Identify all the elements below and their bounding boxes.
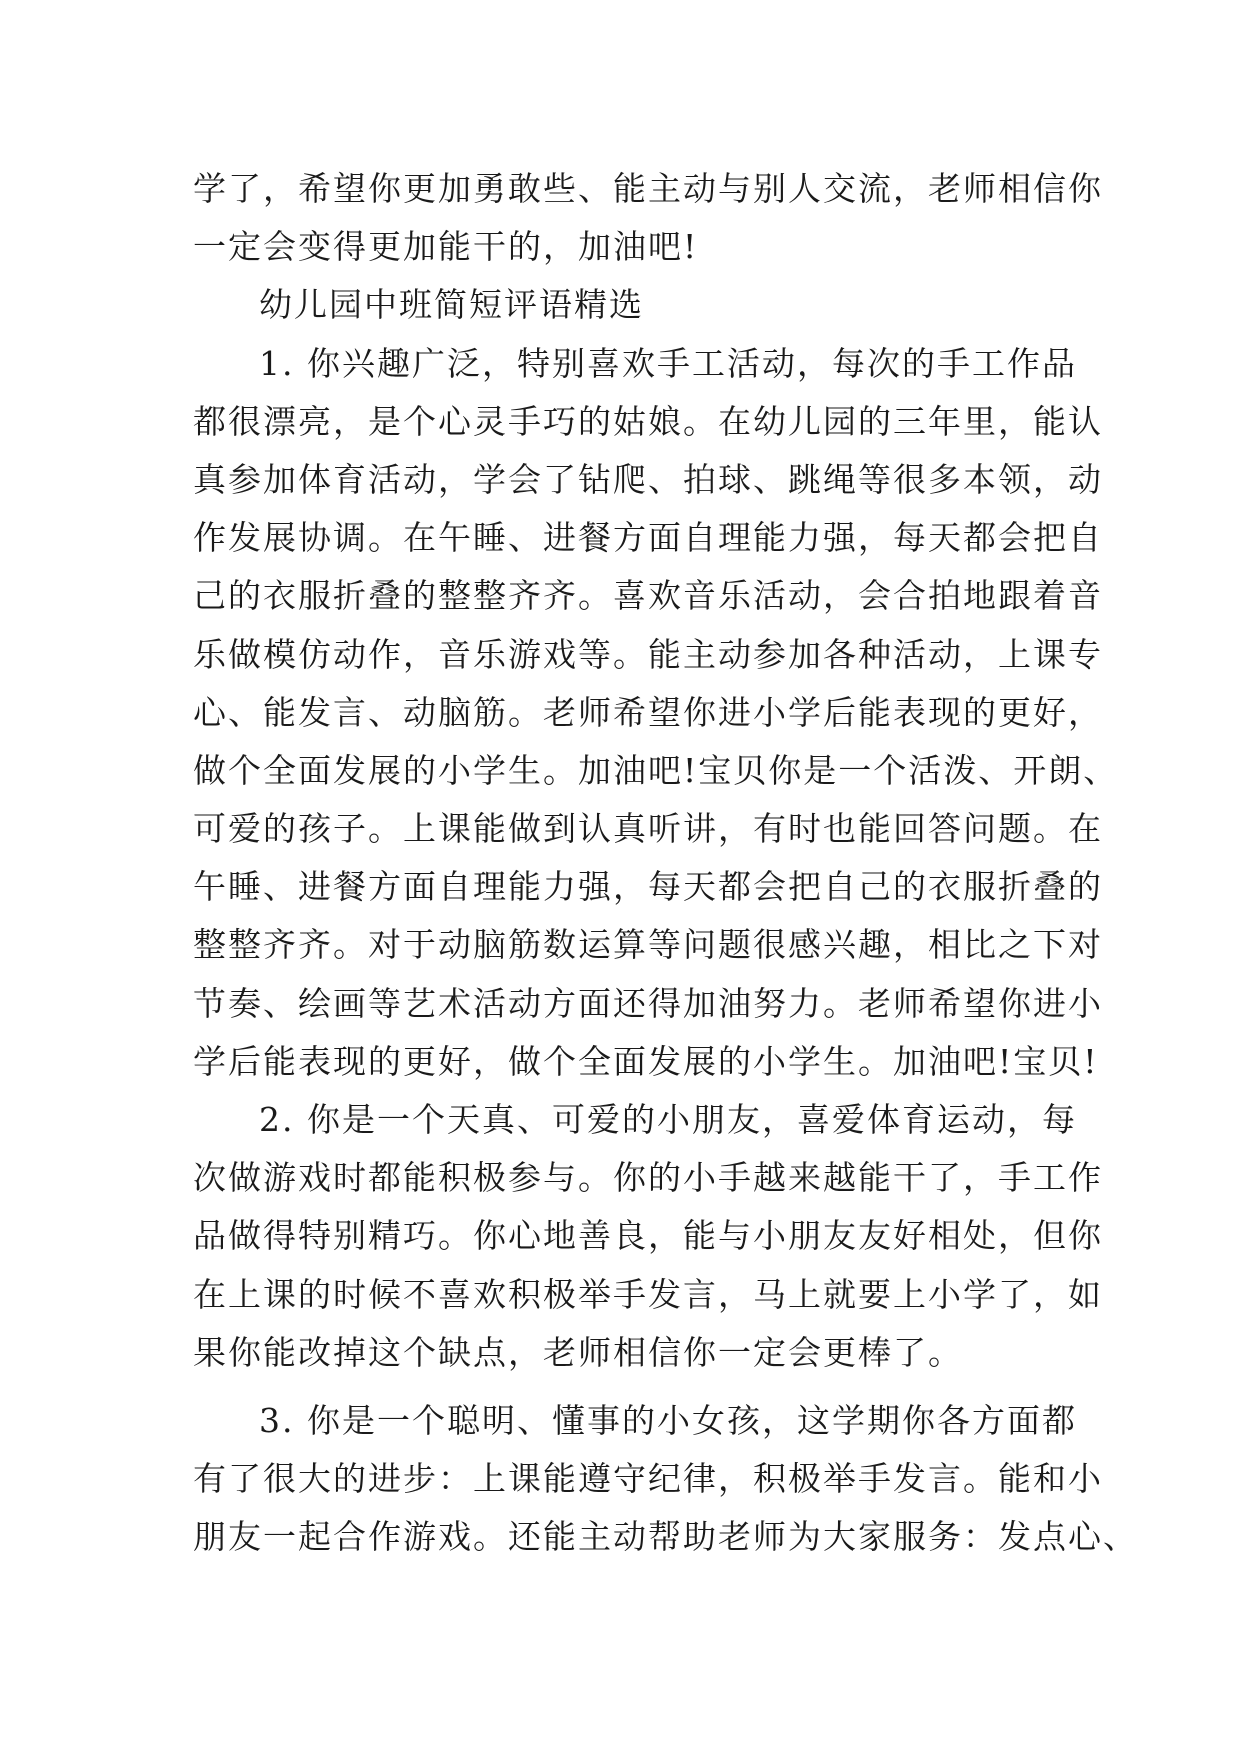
paragraph-3-start: 3. 你是一个聪明、懂事的小女孩，这学期你各方面都 [259,1400,1077,1440]
text-line: 朋友一起合作游戏。还能主动帮助老师为大家服务：发点心、 [193,1517,1138,1557]
text-line: 节奏、绘画等艺术活动方面还得加油努力。老师希望你进小 [193,983,1103,1023]
document-body [193,160,1138,1567]
text-line: 学了，希望你更加勇敢些、能主动与别人交流，老师相信你 [193,169,1103,208]
text-line: 作发展协调。在午睡、进餐方面自理能力强，每天都会把自 [193,518,1103,558]
text-line: 有了很大的进步：上课能遵守纪律，积极举手发言。能和小 [193,1459,1103,1499]
text-line: 乐做模仿动作，音乐游戏等。能主动参加各种活动，上课专 [193,634,1103,674]
paragraph-1-start: 1. 你兴趣广泛，特别喜欢手工活动，每次的手工作品 [259,343,1077,383]
section-heading: 幼儿园中班简短评语精选 [259,285,644,325]
text-line: 心、能发言、动脑筋。老师希望你进小学后能表现的更好， [193,692,1103,732]
text-line: 品做得特别精巧。你心地善良，能与小朋友友好相处，但你 [193,1216,1103,1256]
text-line: 己的衣服折叠的整整齐齐。喜欢音乐活动，会合拍地跟着音 [193,576,1103,616]
text-line: 果你能改掉这个缺点，老师相信你一定会更棒了。 [193,1332,963,1372]
text-line: 学后能表现的更好，做个全面发展的小学生。加油吧!宝贝! [193,1041,1099,1081]
text-line: 整整齐齐。对于动脑筋数运算等问题很感兴趣，相比之下对 [193,925,1103,965]
paragraph-2-start: 2. 你是一个天真、可爱的小朋友，喜爱体育运动，每 [259,1100,1077,1139]
text-line: 都很漂亮，是个心灵手巧的姑娘。在幼儿园的三年里，能认 [193,401,1103,441]
text-line: 真参加体育活动，学会了钻爬、拍球、跳绳等很多本领，动 [193,459,1103,499]
text-line: 午睡、进餐方面自理能力强，每天都会把自己的衣服折叠的 [193,867,1103,907]
text-line: 可爱的孩子。上课能做到认真听讲，有时也能回答问题。在 [193,809,1103,849]
text-line: 在上课的时候不喜欢积极举手发言，马上就要上小学了，如 [193,1274,1103,1314]
text-line: 次做游戏时都能积极参与。你的小手越来越能干了，手工作 [193,1158,1103,1198]
text-line: 做个全面发展的小学生。加油吧!宝贝你是一个活泼、开朗、 [193,750,1119,790]
text-line: 一定会变得更加能干的，加油吧! [193,227,699,267]
